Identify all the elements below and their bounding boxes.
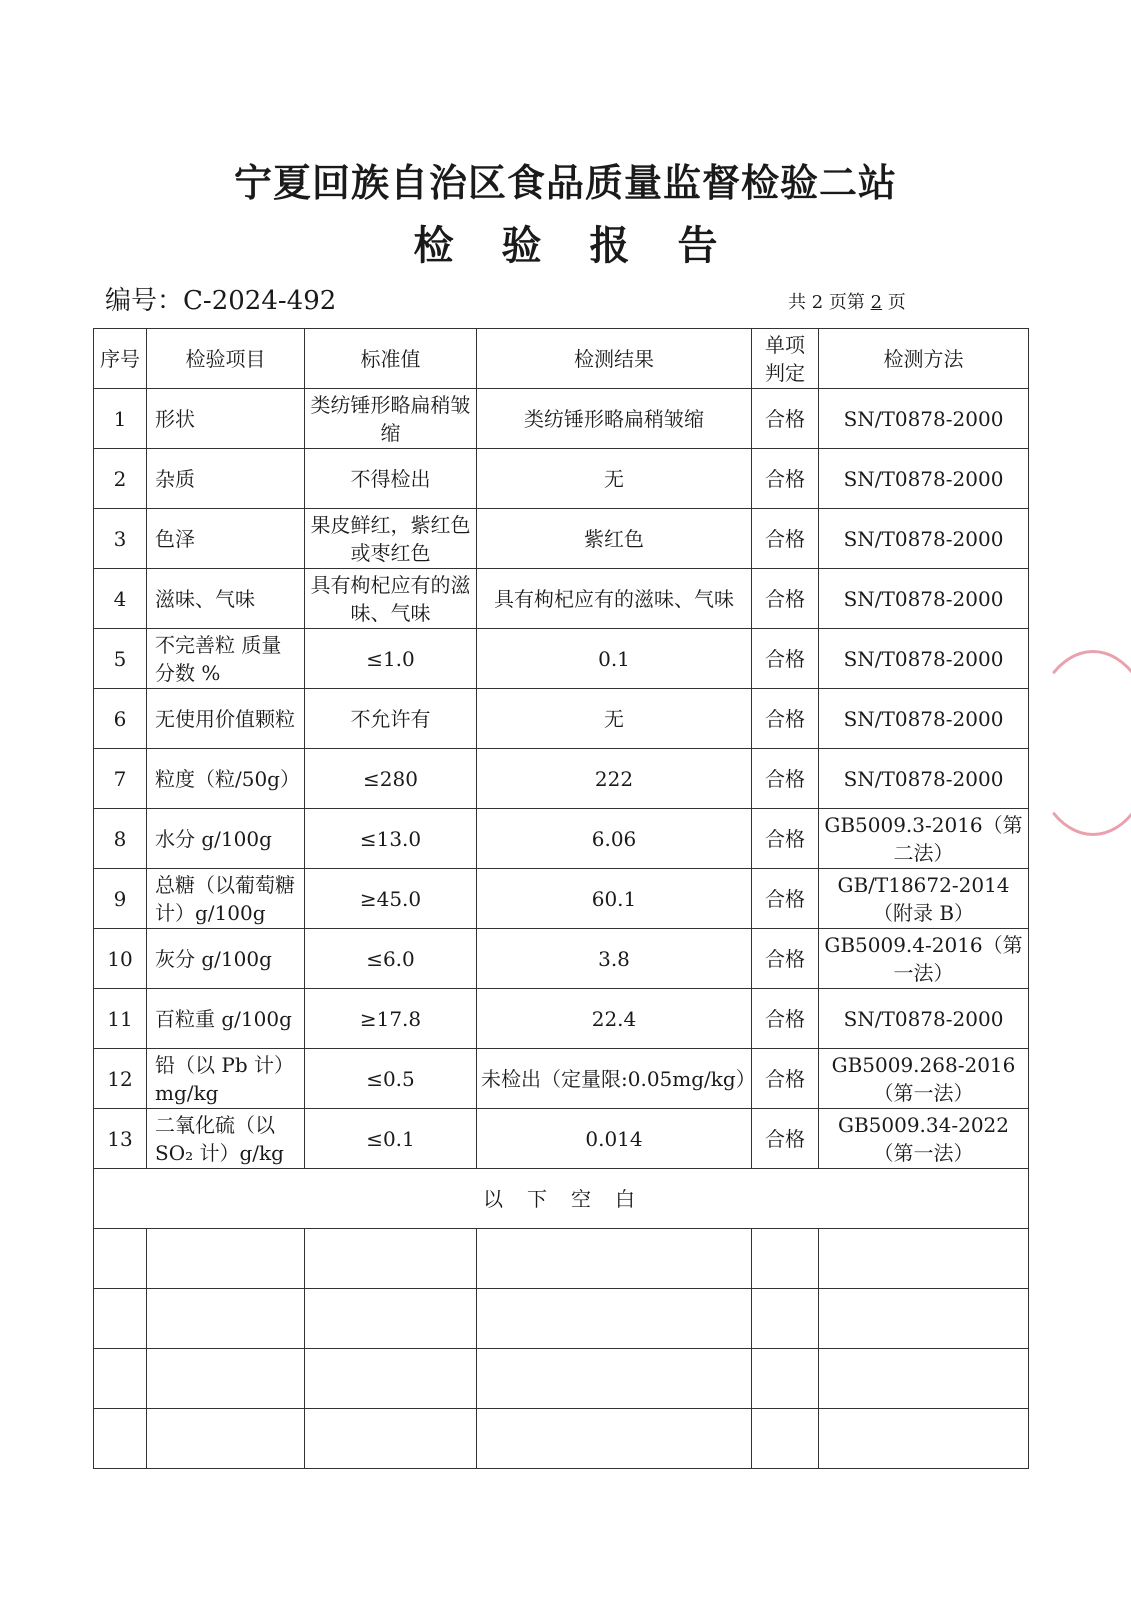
cell-result: 具有枸杞应有的滋味、气味 — [477, 569, 752, 629]
cell-method: GB5009.268-2016（第一法） — [819, 1049, 1029, 1109]
blank-note: 以下空白 — [94, 1169, 1029, 1229]
cell-item: 不完善粒 质量分数 % — [147, 629, 305, 689]
cell-method: SN/T0878-2000 — [819, 749, 1029, 809]
cell-judgment: 合格 — [752, 569, 819, 629]
empty-cell — [147, 1349, 305, 1409]
table-row — [94, 869, 1029, 929]
cell-result: 0.1 — [477, 629, 752, 689]
cell-judgment: 合格 — [752, 749, 819, 809]
cell-no: 3 — [94, 509, 147, 569]
page-indicator — [788, 288, 906, 314]
org-title: 宁夏回族自治区食品质量监督检验二站 — [233, 160, 897, 205]
empty-row — [94, 1409, 1029, 1469]
cell-method: SN/T0878-2000 — [819, 569, 1029, 629]
cell-judgment: 合格 — [752, 989, 819, 1049]
cell-judgment: 合格 — [752, 629, 819, 689]
empty-cell — [147, 1229, 305, 1289]
cell-no: 5 — [94, 629, 147, 689]
cell-no: 11 — [94, 989, 147, 1049]
empty-cell — [477, 1289, 752, 1349]
empty-cell — [147, 1409, 305, 1469]
report-number-value: C-2024-492 — [183, 286, 337, 316]
empty-cell — [477, 1349, 752, 1409]
empty-cell — [819, 1349, 1029, 1409]
seal-stamp — [1030, 650, 1131, 836]
cell-judgment: 合格 — [752, 869, 819, 929]
cell-item: 铅（以 Pb 计）mg/kg — [147, 1049, 305, 1109]
table-row — [94, 689, 1029, 749]
cell-no: 9 — [94, 869, 147, 929]
cell-judgment: 合格 — [752, 689, 819, 749]
cell-no: 2 — [94, 449, 147, 509]
cell-standard: ≤13.0 — [305, 809, 477, 869]
empty-cell — [477, 1229, 752, 1289]
col-header-item: 检验项目 — [147, 329, 305, 389]
cell-result: 类纺锤形略扁稍皱缩 — [477, 389, 752, 449]
page-suffix: 页 — [882, 292, 906, 313]
cell-method: SN/T0878-2000 — [819, 689, 1029, 749]
empty-cell — [305, 1349, 477, 1409]
col-header-method: 检测方法 — [819, 329, 1029, 389]
cell-item: 无使用价值颗粒 — [147, 689, 305, 749]
table-row — [94, 449, 1029, 509]
cell-no: 8 — [94, 809, 147, 869]
cell-result: 22.4 — [477, 989, 752, 1049]
cell-standard: ≤6.0 — [305, 929, 477, 989]
empty-cell — [752, 1289, 819, 1349]
empty-cell — [94, 1289, 147, 1349]
cell-result: 60.1 — [477, 869, 752, 929]
cell-item: 粒度（粒/50g） — [147, 749, 305, 809]
cell-judgment: 合格 — [752, 1049, 819, 1109]
cell-standard: ≤1.0 — [305, 629, 477, 689]
col-header-no: 序号 — [94, 329, 147, 389]
cell-item: 滋味、气味 — [147, 569, 305, 629]
empty-cell — [752, 1229, 819, 1289]
col-header-result: 检测结果 — [477, 329, 752, 389]
cell-item: 形状 — [147, 389, 305, 449]
cell-result: 无 — [477, 449, 752, 509]
empty-row — [94, 1289, 1029, 1349]
cell-method: SN/T0878-2000 — [819, 989, 1029, 1049]
cell-result: 222 — [477, 749, 752, 809]
cell-item: 杂质 — [147, 449, 305, 509]
cell-no: 7 — [94, 749, 147, 809]
table-row — [94, 989, 1029, 1049]
empty-cell — [94, 1229, 147, 1289]
cell-result: 未检出（定量限:0.05mg/kg） — [477, 1049, 752, 1109]
table-row — [94, 629, 1029, 689]
empty-cell — [94, 1409, 147, 1469]
table-row — [94, 809, 1029, 869]
empty-row — [94, 1229, 1029, 1289]
empty-cell — [752, 1349, 819, 1409]
cell-method: GB5009.34-2022（第一法） — [819, 1109, 1029, 1169]
cell-judgment: 合格 — [752, 449, 819, 509]
cell-result: 无 — [477, 689, 752, 749]
table-row — [94, 929, 1029, 989]
cell-standard: 具有枸杞应有的滋味、气味 — [305, 569, 477, 629]
empty-cell — [819, 1229, 1029, 1289]
page-prefix: 共 2 页第 — [788, 292, 871, 313]
cell-no: 1 — [94, 389, 147, 449]
cell-method: SN/T0878-2000 — [819, 509, 1029, 569]
cell-result: 3.8 — [477, 929, 752, 989]
results-table — [93, 328, 1029, 1469]
table-header-row — [94, 329, 1029, 389]
cell-item: 色泽 — [147, 509, 305, 569]
table-row — [94, 1109, 1029, 1169]
empty-cell — [94, 1349, 147, 1409]
empty-cell — [819, 1289, 1029, 1349]
cell-standard: ≤0.1 — [305, 1109, 477, 1169]
cell-standard: ≤280 — [305, 749, 477, 809]
cell-item: 总糖（以葡萄糖计）g/100g — [147, 869, 305, 929]
cell-result: 紫红色 — [477, 509, 752, 569]
cell-method: SN/T0878-2000 — [819, 389, 1029, 449]
table-row — [94, 509, 1029, 569]
cell-method: GB/T18672-2014（附录 B） — [819, 869, 1029, 929]
cell-judgment: 合格 — [752, 1109, 819, 1169]
report-number — [105, 280, 336, 317]
empty-cell — [752, 1409, 819, 1469]
cell-result: 6.06 — [477, 809, 752, 869]
cell-standard: 果皮鲜红，紫红色或枣红色 — [305, 509, 477, 569]
cell-judgment: 合格 — [752, 509, 819, 569]
empty-cell — [819, 1409, 1029, 1469]
cell-judgment: 合格 — [752, 929, 819, 989]
col-header-standard: 标准值 — [305, 329, 477, 389]
cell-standard: 类纺锤形略扁稍皱缩 — [305, 389, 477, 449]
cell-standard: ≤0.5 — [305, 1049, 477, 1109]
table-row — [94, 1049, 1029, 1109]
cell-item: 水分 g/100g — [147, 809, 305, 869]
cell-no: 13 — [94, 1109, 147, 1169]
empty-cell — [147, 1289, 305, 1349]
table-row — [94, 569, 1029, 629]
cell-method: SN/T0878-2000 — [819, 449, 1029, 509]
page-current: 2 — [870, 292, 883, 313]
doc-title: 检验报告 — [413, 222, 766, 269]
report-number-label: 编号： — [105, 286, 184, 316]
cell-result: 0.014 — [477, 1109, 752, 1169]
cell-standard: ≥17.8 — [305, 989, 477, 1049]
empty-cell — [305, 1409, 477, 1469]
cell-no: 4 — [94, 569, 147, 629]
col-header-judgment: 单项判定 — [752, 329, 819, 389]
cell-item: 灰分 g/100g — [147, 929, 305, 989]
cell-item: 百粒重 g/100g — [147, 989, 305, 1049]
cell-method: GB5009.4-2016（第一法） — [819, 929, 1029, 989]
cell-standard: 不得检出 — [305, 449, 477, 509]
table-row — [94, 389, 1029, 449]
cell-no: 12 — [94, 1049, 147, 1109]
empty-cell — [305, 1289, 477, 1349]
empty-cell — [305, 1229, 477, 1289]
blank-note-row — [94, 1169, 1029, 1229]
cell-no: 10 — [94, 929, 147, 989]
empty-cell — [477, 1409, 752, 1469]
cell-standard: ≥45.0 — [305, 869, 477, 929]
cell-no: 6 — [94, 689, 147, 749]
cell-standard: 不允许有 — [305, 689, 477, 749]
table-row — [94, 749, 1029, 809]
cell-method: SN/T0878-2000 — [819, 629, 1029, 689]
cell-judgment: 合格 — [752, 809, 819, 869]
empty-row — [94, 1349, 1029, 1409]
cell-method: GB5009.3-2016（第二法） — [819, 809, 1029, 869]
cell-item: 二氧化硫（以 SO₂ 计）g/kg — [147, 1109, 305, 1169]
cell-judgment: 合格 — [752, 389, 819, 449]
